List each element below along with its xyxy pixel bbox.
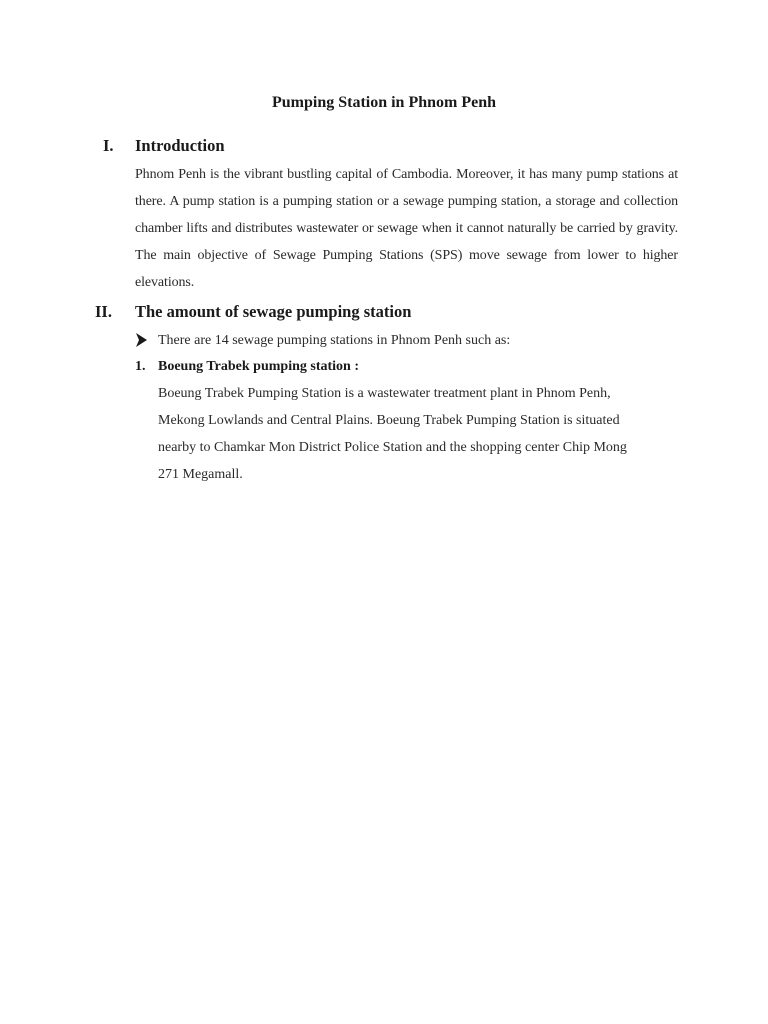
arrowhead-bullet-icon: [135, 331, 149, 349]
section-2-number: II.: [95, 302, 112, 321]
section-2-heading: The amount of sewage pumping station: [135, 302, 412, 321]
list-item-line: 271 Megamall.: [158, 467, 243, 482]
bullet-text: There are 14 sewage pumping stations in Phnom Penh such as:: [158, 333, 511, 348]
list-item-line: Boeung Trabek Pumping Station is a wastewater treatment plant in Phnom Penh,: [158, 386, 611, 401]
document-title: Pumping Station in Phnom Penh: [271, 94, 497, 111]
list-item-line: nearby to Chamkar Mon District Police Station and the shopping center Chip Mong: [158, 440, 627, 455]
list-item-number: 1.: [135, 359, 146, 374]
section-1-paragraph: Phnom Penh is the vibrant bustling capital of Cambodia. Moreover, it has many pump stations at there. A pump station is a pumping station or a sewage pumping station, a storage and collection chamber lifts and distributes wastewater or sewage when it cannot naturally be carried by gravity. The main objective of Sewage Pumping Stations (SPS) move sewage from lower to higher elevations.: [135, 167, 678, 290]
section-1-number: I.: [103, 136, 114, 155]
list-item-paragraph: [158, 380, 678, 488]
section-1-heading: Introduction: [135, 136, 225, 155]
list-item-title: Boeung Trabek pumping station :: [158, 359, 359, 374]
list-item-line: Mekong Lowlands and Central Plains. Boeung Trabek Pumping Station is situated: [158, 413, 620, 428]
